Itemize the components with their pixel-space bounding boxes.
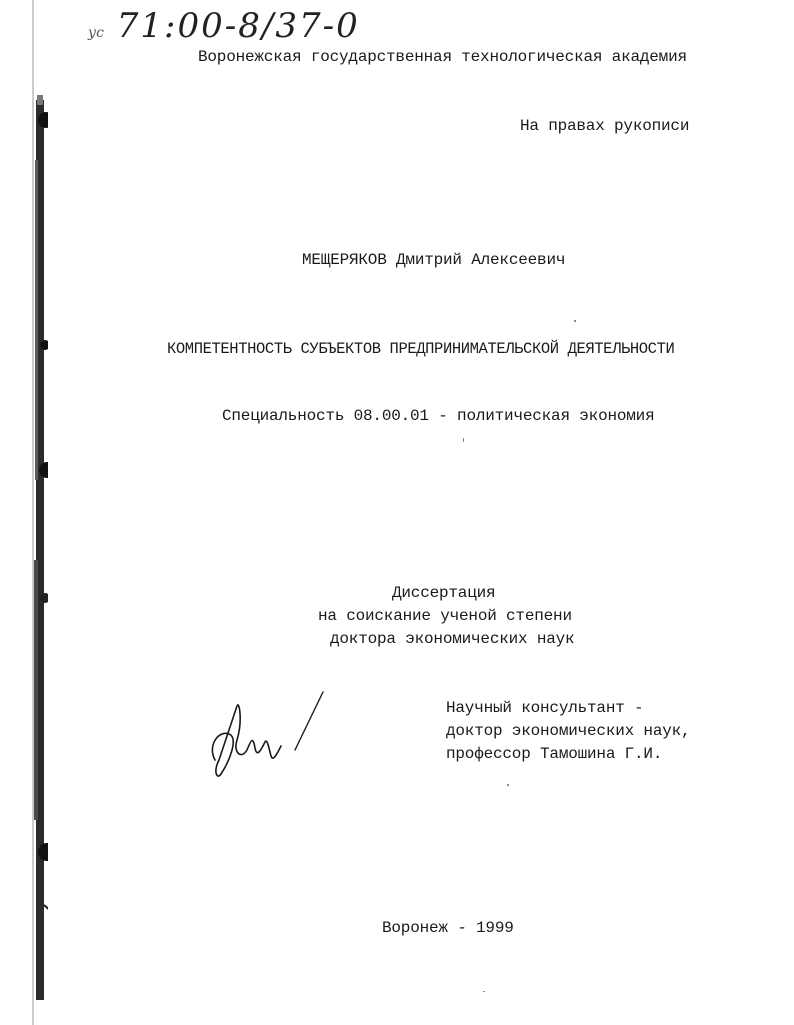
scan-speck bbox=[507, 784, 509, 786]
advisor-line-2: доктор экономических наук, bbox=[446, 722, 691, 740]
thesis-title: КОМПЕТЕНТНОСТЬ СУБЪЕКТОВ ПРЕДПРИНИМАТЕЛЬСКОЙ ДЕЯТЕЛЬНОСТИ bbox=[167, 340, 675, 358]
advisor-line-3: профессор Тамошина Г.И. bbox=[446, 745, 663, 763]
archive-number-code: 71:00-8/37-0 bbox=[116, 6, 360, 46]
advisor-line-1: Научный консультант - bbox=[446, 699, 644, 717]
institution-name: Воронежская государственная технологическая академия bbox=[198, 48, 687, 66]
city-year: Воронеж - 1999 bbox=[382, 919, 514, 937]
scan-speck bbox=[574, 320, 576, 322]
binding-edge bbox=[30, 0, 48, 1025]
archive-number bbox=[88, 6, 360, 53]
thesis-specialty: Специальность 08.00.01 - политическая экономия bbox=[222, 407, 655, 425]
degree-line-2: на соискание ученой степени bbox=[318, 607, 572, 625]
scan-speck bbox=[463, 438, 464, 442]
degree-line-1: Диссертация bbox=[392, 584, 496, 602]
archive-number-prefix: ус bbox=[88, 25, 104, 41]
degree-line-3: доктора экономических наук bbox=[330, 630, 575, 648]
rights-notice: На правах рукописи bbox=[520, 117, 690, 135]
author-name: МЕЩЕРЯКОВ Дмитрий Алексеевич bbox=[302, 251, 566, 269]
signature bbox=[205, 690, 335, 790]
scan-speck bbox=[483, 991, 485, 992]
